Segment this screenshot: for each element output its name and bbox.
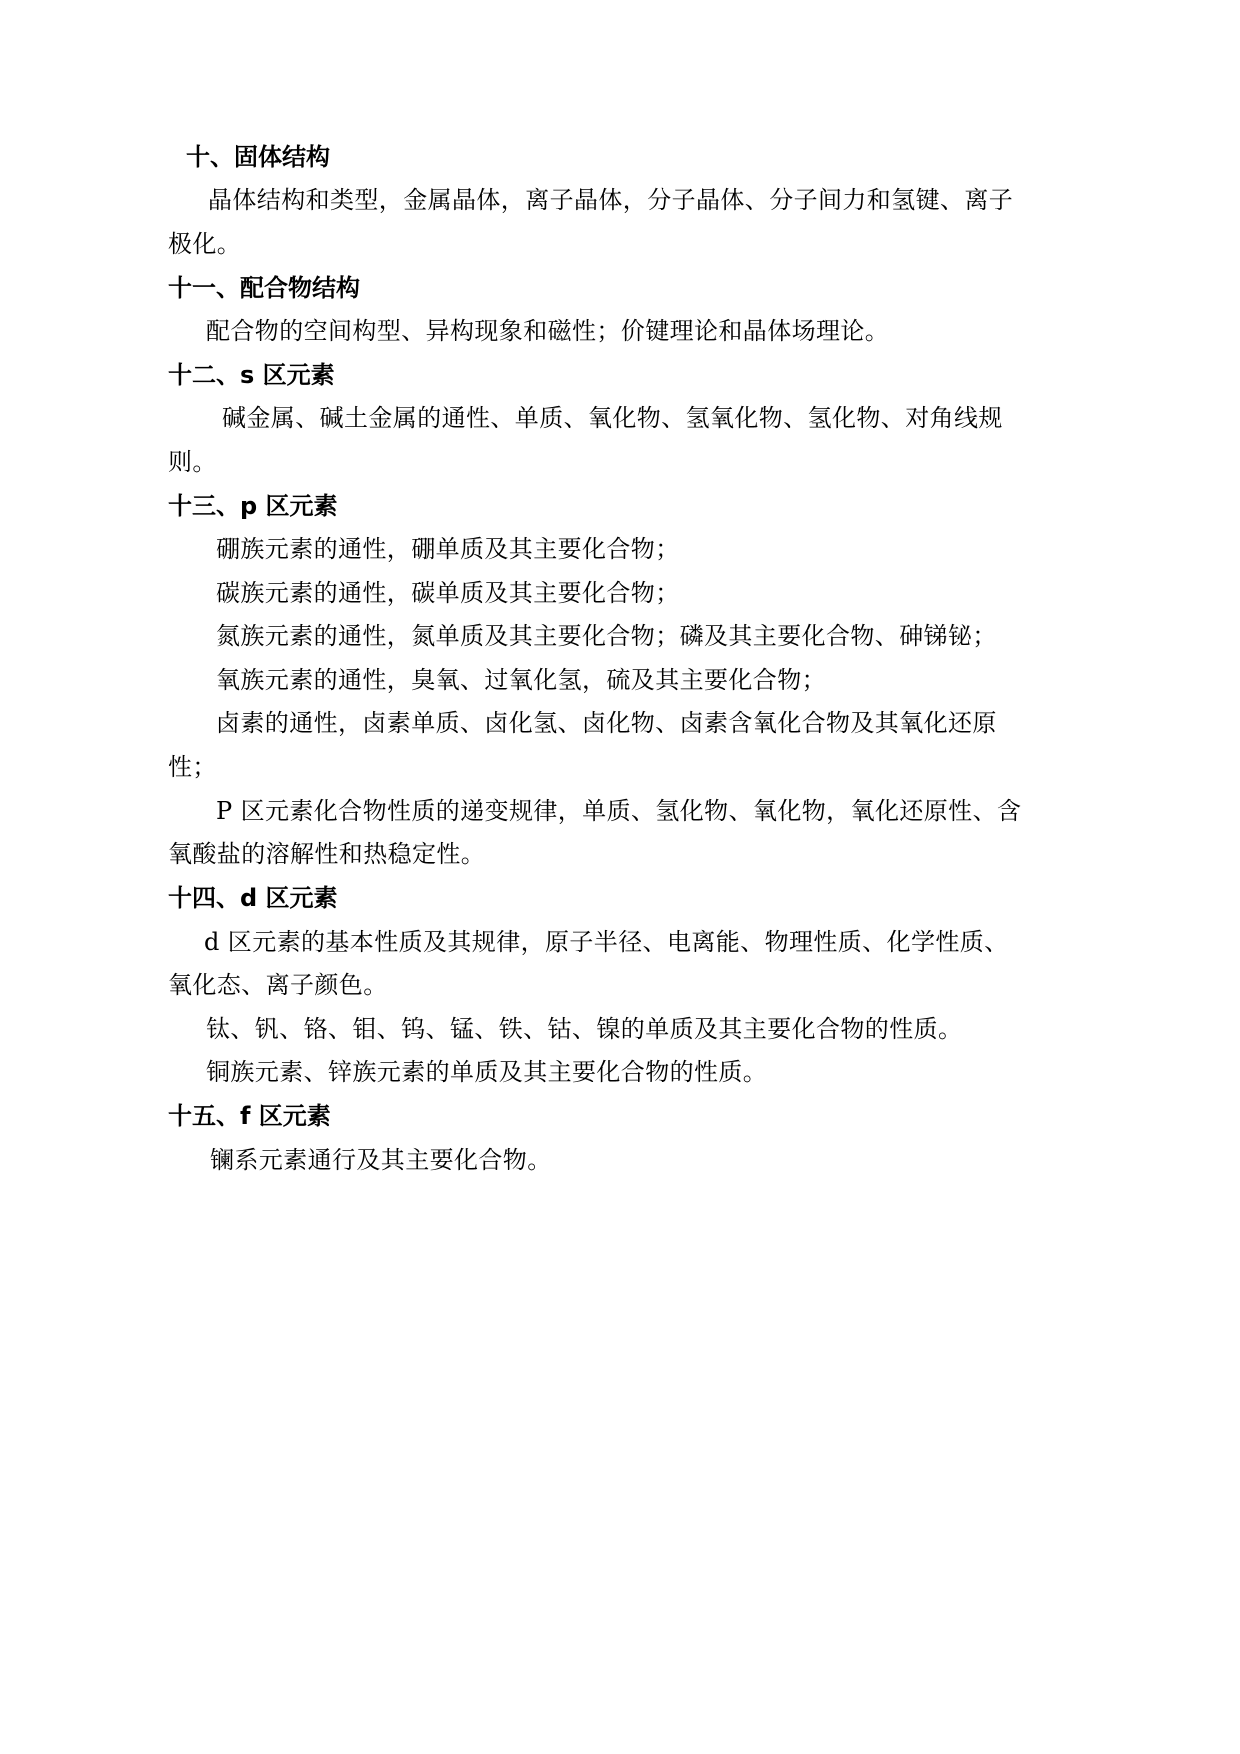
- paragraph-line: 镧系元素通行及其主要化合物。: [210, 1146, 552, 1174]
- paragraph-line: 硼族元素的通性，硼单质及其主要化合物；: [216, 535, 680, 563]
- paragraph-line: 碱金属、碱土金属的通性、单质、氧化物、氢氧化物、氢化物、对角线规: [222, 404, 1003, 432]
- section-heading-solid-structure: 十、固体结构: [186, 143, 330, 171]
- paragraph-line: 晶体结构和类型，金属晶体，离子晶体，分子晶体、分子间力和氢键、离子: [208, 186, 1014, 214]
- section-heading-coordination-structure: 十一、配合物结构: [168, 274, 360, 302]
- section-heading-d-block: 十四、d 区元素: [168, 884, 338, 912]
- paragraph-line: 配合物的空间构型、异构现象和磁性；价键理论和晶体场理论。: [206, 317, 890, 345]
- paragraph-line: 卤素的通性，卤素单质、卤化氢、卤化物、卤素含氧化合物及其氧化还原: [216, 709, 997, 737]
- paragraph-line: P 区元素化合物性质的递变规律，单质、氢化物、氧化物，氧化还原性、含: [216, 797, 1022, 825]
- paragraph-line: 氧族元素的通性，臭氧、过氧化氢，硫及其主要化合物；: [216, 666, 826, 694]
- paragraph-line: 性；: [168, 753, 217, 781]
- section-heading-s-block: 十二、s 区元素: [168, 361, 335, 389]
- paragraph-line: 则。: [168, 448, 217, 476]
- paragraph-line: 氧酸盐的溶解性和热稳定性。: [168, 840, 486, 868]
- section-heading-f-block: 十五、f 区元素: [168, 1102, 331, 1130]
- paragraph-line: 氮族元素的通性，氮单质及其主要化合物；磷及其主要化合物、砷锑铋；: [216, 622, 997, 650]
- section-heading-p-block: 十三、p 区元素: [168, 492, 338, 520]
- paragraph-line: 钛、钒、铬、钼、钨、锰、铁、钴、镍的单质及其主要化合物的性质。: [206, 1015, 963, 1043]
- paragraph-line: 极化。: [168, 230, 242, 258]
- paragraph-line: 碳族元素的通性，碳单质及其主要化合物；: [216, 579, 680, 607]
- paragraph-line: d 区元素的基本性质及其规律，原子半径、电离能、物理性质、化学性质、: [204, 928, 1009, 956]
- paragraph-line: 氧化态、离子颜色。: [168, 971, 388, 999]
- paragraph-line: 铜族元素、锌族元素的单质及其主要化合物的性质。: [206, 1058, 768, 1086]
